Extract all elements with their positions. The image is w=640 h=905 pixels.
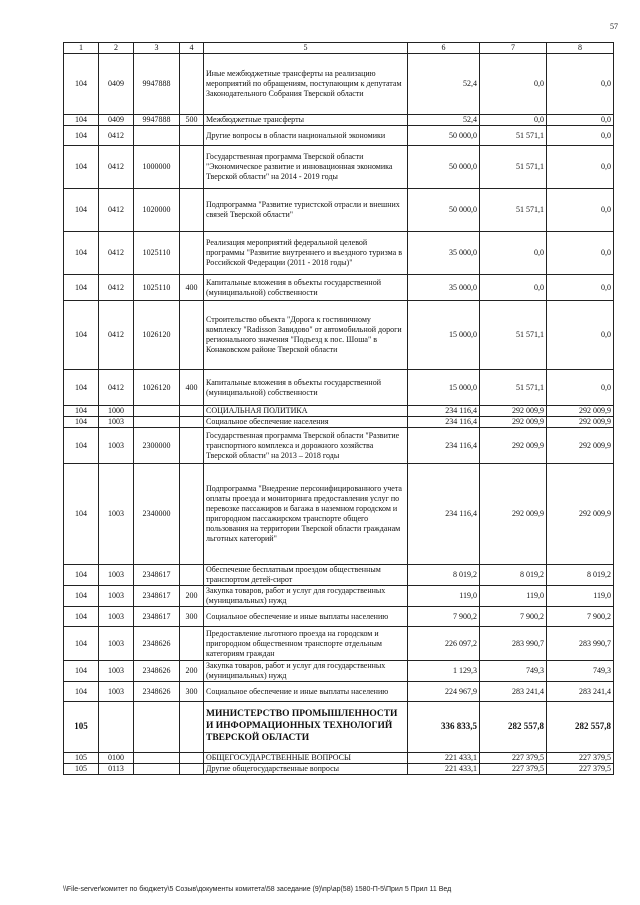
table-header-row	[64, 43, 614, 54]
cell-value-col7: 119,0	[480, 586, 547, 607]
cell-value-col7: 51 571,1	[480, 370, 547, 406]
cell-value-col7: 0,0	[480, 232, 547, 275]
cell-expense-type	[180, 428, 204, 464]
cell-value-col7: 227 379,5	[480, 753, 547, 764]
cell-value-col8: 292 009,9	[547, 417, 614, 428]
cell-ved-code: 104	[64, 586, 99, 607]
cell-value-col8: 749,3	[547, 661, 614, 682]
cell-section-code: 0409	[99, 54, 134, 115]
header-col-8: 8	[547, 43, 614, 54]
footer-file-path: \\File-server\комитет по бюджету\5 Созыв\документы комитета\58 заседание (9)\пр\ар(58) 1580-П-5\Прил 5 Прил 11 Вед	[63, 886, 452, 893]
cell-ved-code: 104	[64, 189, 99, 232]
cell-value-col6: 234 116,4	[408, 464, 480, 565]
cell-expense-type	[180, 126, 204, 146]
cell-value-col8: 0,0	[547, 232, 614, 275]
cell-section-code: 0412	[99, 232, 134, 275]
cell-value-col6: 52,4	[408, 115, 480, 126]
cell-value-col8: 0,0	[547, 126, 614, 146]
cell-value-col8: 227 379,5	[547, 753, 614, 764]
cell-value-col7: 7 900,2	[480, 607, 547, 627]
cell-ved-code: 104	[64, 232, 99, 275]
cell-value-col7: 0,0	[480, 115, 547, 126]
cell-value-col7: 292 009,9	[480, 417, 547, 428]
cell-target-code: 1020000	[134, 189, 180, 232]
header-col-6: 6	[408, 43, 480, 54]
cell-target-code: 2348626	[134, 661, 180, 682]
cell-ved-code: 105	[64, 702, 99, 753]
cell-value-col6: 1 129,3	[408, 661, 480, 682]
cell-target-code: 2348626	[134, 627, 180, 661]
cell-expense-type: 400	[180, 370, 204, 406]
cell-section-code: 1003	[99, 682, 134, 702]
cell-value-col7: 283 241,4	[480, 682, 547, 702]
cell-ved-code: 104	[64, 126, 99, 146]
cell-expense-type: 200	[180, 586, 204, 607]
table-row	[64, 586, 614, 607]
cell-value-col7: 51 571,1	[480, 146, 547, 189]
cell-target-code: 2300000	[134, 428, 180, 464]
cell-value-col6: 336 833,5	[408, 702, 480, 753]
page-number: 57	[610, 22, 618, 31]
cell-target-code: 9947888	[134, 115, 180, 126]
cell-value-col8: 0,0	[547, 370, 614, 406]
cell-value-col6: 8 019,2	[408, 565, 480, 586]
cell-value-col8: 119,0	[547, 586, 614, 607]
cell-value-col7: 0,0	[480, 275, 547, 301]
cell-section-code: 1003	[99, 417, 134, 428]
table-row	[64, 565, 614, 586]
cell-description: Социальное обеспечение и иные выплаты населению	[204, 682, 408, 702]
table-row	[64, 275, 614, 301]
cell-section-code: 1000	[99, 406, 134, 417]
cell-expense-type	[180, 764, 204, 775]
cell-value-col7: 749,3	[480, 661, 547, 682]
table-row	[64, 417, 614, 428]
cell-description: Капитальные вложения в объекты государственной (муниципальной) собственности	[204, 370, 408, 406]
cell-value-col6: 234 116,4	[408, 428, 480, 464]
cell-ved-code: 104	[64, 565, 99, 586]
table-row	[64, 232, 614, 275]
cell-description: Социальное обеспечение населения	[204, 417, 408, 428]
header-col-1: 1	[64, 43, 99, 54]
cell-description: Другие общегосударственные вопросы	[204, 764, 408, 775]
cell-description: Реализация мероприятий федеральной целевой программы "Развитие внутреннего и въездного туризма в Российской Федерации (2011 - 2018 годы)"	[204, 232, 408, 275]
cell-target-code: 1026120	[134, 370, 180, 406]
cell-section-code: 0409	[99, 115, 134, 126]
cell-section-code: 1003	[99, 428, 134, 464]
cell-description: Обеспечение бесплатным проездом общественным транспортом детей-сирот	[204, 565, 408, 586]
table-row	[64, 146, 614, 189]
cell-section-code: 0412	[99, 275, 134, 301]
cell-description: Капитальные вложения в объекты государственной (муниципальной) собственности	[204, 275, 408, 301]
cell-target-code: 2348617	[134, 565, 180, 586]
cell-target-code	[134, 764, 180, 775]
cell-description: Предоставление льготного проезда на городском и пригородном общественном транспорте отдельным категориям граждан	[204, 627, 408, 661]
cell-value-col8: 0,0	[547, 54, 614, 115]
cell-target-code	[134, 126, 180, 146]
cell-value-col6: 224 967,9	[408, 682, 480, 702]
cell-description: СОЦИАЛЬНАЯ ПОЛИТИКА	[204, 406, 408, 417]
cell-expense-type	[180, 627, 204, 661]
cell-target-code: 1026120	[134, 301, 180, 370]
cell-value-col6: 234 116,4	[408, 406, 480, 417]
cell-value-col6: 50 000,0	[408, 189, 480, 232]
cell-value-col6: 221 433,1	[408, 753, 480, 764]
cell-ved-code: 104	[64, 428, 99, 464]
cell-section-code: 0412	[99, 126, 134, 146]
table-row	[64, 115, 614, 126]
cell-expense-type	[180, 406, 204, 417]
cell-expense-type	[180, 417, 204, 428]
cell-value-col8: 7 900,2	[547, 607, 614, 627]
cell-expense-type: 500	[180, 115, 204, 126]
cell-value-col6: 35 000,0	[408, 275, 480, 301]
cell-ved-code: 104	[64, 275, 99, 301]
cell-value-col6: 221 433,1	[408, 764, 480, 775]
cell-section-code: 0412	[99, 370, 134, 406]
cell-ved-code: 104	[64, 464, 99, 565]
cell-value-col8: 0,0	[547, 275, 614, 301]
cell-ved-code: 104	[64, 406, 99, 417]
table-row	[64, 370, 614, 406]
cell-ved-code: 104	[64, 417, 99, 428]
cell-value-col7: 51 571,1	[480, 189, 547, 232]
cell-description: Государственная программа Тверской области "Экономическое развитие и инновационная экономика Тверской области" на 2014 - 2019 годы	[204, 146, 408, 189]
table-row	[64, 607, 614, 627]
cell-ved-code: 104	[64, 370, 99, 406]
cell-value-col8: 0,0	[547, 115, 614, 126]
cell-expense-type	[180, 146, 204, 189]
cell-section-code: 1003	[99, 464, 134, 565]
cell-section-code: 1003	[99, 586, 134, 607]
cell-value-col6: 119,0	[408, 586, 480, 607]
cell-section-code: 0412	[99, 301, 134, 370]
cell-value-col6: 50 000,0	[408, 126, 480, 146]
header-col-7: 7	[480, 43, 547, 54]
cell-description: Иные межбюджетные трансферты на реализацию мероприятий по обращениям, поступающим к депутатам Законодательного Собрания Тверской области	[204, 54, 408, 115]
cell-expense-type: 400	[180, 275, 204, 301]
cell-target-code: 1000000	[134, 146, 180, 189]
cell-description: Другие вопросы в области национальной экономики	[204, 126, 408, 146]
cell-value-col8: 8 019,2	[547, 565, 614, 586]
cell-description: Строительство объекта "Дорога к гостиничному комплексу "Radisson Завидово" от автомобильной дороги регионального значения "Подъезд к пос. Шоша" в Конаковском районе Тверской области	[204, 301, 408, 370]
table-row	[64, 753, 614, 764]
cell-value-col8: 283 990,7	[547, 627, 614, 661]
cell-expense-type	[180, 702, 204, 753]
cell-section-code: 1003	[99, 661, 134, 682]
cell-value-col7: 227 379,5	[480, 764, 547, 775]
cell-target-code	[134, 702, 180, 753]
table-row	[64, 661, 614, 682]
header-col-5: 5	[204, 43, 408, 54]
cell-value-col6: 15 000,0	[408, 370, 480, 406]
cell-value-col8: 0,0	[547, 189, 614, 232]
cell-target-code	[134, 417, 180, 428]
cell-value-col8: 0,0	[547, 301, 614, 370]
table-row	[64, 126, 614, 146]
table-row	[64, 682, 614, 702]
cell-value-col8: 292 009,9	[547, 464, 614, 565]
cell-section-code: 0113	[99, 764, 134, 775]
cell-value-col7: 292 009,9	[480, 464, 547, 565]
cell-target-code: 2340000	[134, 464, 180, 565]
cell-target-code	[134, 406, 180, 417]
cell-section-code: 1003	[99, 607, 134, 627]
header-col-4: 4	[180, 43, 204, 54]
cell-value-col7: 51 571,1	[480, 301, 547, 370]
cell-value-col6: 226 097,2	[408, 627, 480, 661]
cell-value-col7: 292 009,9	[480, 428, 547, 464]
cell-value-col6: 50 000,0	[408, 146, 480, 189]
cell-ved-code: 104	[64, 115, 99, 126]
cell-description: Государственная программа Тверской области "Развитие транспортного комплекса и дорожного хозяйства Тверской области" на 2013 – 2018 годы	[204, 428, 408, 464]
cell-value-col6: 52,4	[408, 54, 480, 115]
header-col-3: 3	[134, 43, 180, 54]
cell-ved-code: 104	[64, 146, 99, 189]
table-row	[64, 189, 614, 232]
cell-value-col8: 292 009,9	[547, 428, 614, 464]
cell-ved-code: 105	[64, 764, 99, 775]
cell-target-code	[134, 753, 180, 764]
table-row	[64, 627, 614, 661]
cell-target-code: 2348626	[134, 682, 180, 702]
table-row	[64, 428, 614, 464]
table-row	[64, 406, 614, 417]
cell-value-col7: 292 009,9	[480, 406, 547, 417]
cell-target-code: 2348617	[134, 586, 180, 607]
cell-expense-type: 300	[180, 607, 204, 627]
cell-value-col7: 283 990,7	[480, 627, 547, 661]
cell-section-code: 0412	[99, 146, 134, 189]
cell-expense-type	[180, 301, 204, 370]
cell-value-col6: 7 900,2	[408, 607, 480, 627]
cell-ved-code: 104	[64, 661, 99, 682]
cell-value-col7: 51 571,1	[480, 126, 547, 146]
cell-value-col6: 234 116,4	[408, 417, 480, 428]
cell-section-code: 0100	[99, 753, 134, 764]
cell-value-col8: 292 009,9	[547, 406, 614, 417]
cell-value-col7: 8 019,2	[480, 565, 547, 586]
cell-value-col8: 0,0	[547, 146, 614, 189]
table-row	[64, 702, 614, 753]
cell-expense-type	[180, 189, 204, 232]
table-row	[64, 464, 614, 565]
cell-target-code: 1025110	[134, 275, 180, 301]
cell-target-code: 9947888	[134, 54, 180, 115]
cell-value-col7: 0,0	[480, 54, 547, 115]
cell-section-code: 1003	[99, 565, 134, 586]
cell-description: ОБЩЕГОСУДАРСТВЕННЫЕ ВОПРОСЫ	[204, 753, 408, 764]
header-col-2: 2	[99, 43, 134, 54]
table-row	[64, 54, 614, 115]
cell-description: Межбюджетные трансферты	[204, 115, 408, 126]
cell-value-col6: 15 000,0	[408, 301, 480, 370]
cell-target-code: 1025110	[134, 232, 180, 275]
cell-ved-code: 105	[64, 753, 99, 764]
cell-description: Подпрограмма "Внедрение персонифицированного учета оплаты проезда и мониторинга предоставления услуг по перевозке пассажиров и багажа в наземном городском и пригородном пассажирском транспорте общего пользования на территории Тверской области гражданам льготных категорий"	[204, 464, 408, 565]
cell-section-code: 0412	[99, 189, 134, 232]
cell-description: Социальное обеспечение и иные выплаты населению	[204, 607, 408, 627]
cell-value-col8: 282 557,8	[547, 702, 614, 753]
cell-expense-type: 200	[180, 661, 204, 682]
cell-value-col7: 282 557,8	[480, 702, 547, 753]
cell-value-col8: 227 379,5	[547, 764, 614, 775]
cell-ved-code: 104	[64, 627, 99, 661]
cell-description: Закупка товаров, работ и услуг для государственных (муниципальных) нужд	[204, 586, 408, 607]
cell-description: Закупка товаров, работ и услуг для государственных (муниципальных) нужд	[204, 661, 408, 682]
cell-description: МИНИСТЕРСТВО ПРОМЫШЛЕННОСТИ И ИНФОРМАЦИОННЫХ ТЕХНОЛОГИЙ ТВЕРСКОЙ ОБЛАСТИ	[204, 702, 408, 753]
cell-expense-type	[180, 565, 204, 586]
cell-expense-type	[180, 54, 204, 115]
cell-target-code: 2348617	[134, 607, 180, 627]
cell-ved-code: 104	[64, 301, 99, 370]
cell-expense-type	[180, 232, 204, 275]
cell-ved-code: 104	[64, 682, 99, 702]
cell-description: Подпрограмма "Развитие туристской отрасли и внешних связей Тверской области"	[204, 189, 408, 232]
cell-value-col6: 35 000,0	[408, 232, 480, 275]
cell-ved-code: 104	[64, 607, 99, 627]
cell-ved-code: 104	[64, 54, 99, 115]
cell-section-code: 1003	[99, 627, 134, 661]
table-row	[64, 764, 614, 775]
cell-expense-type: 300	[180, 682, 204, 702]
budget-table	[63, 42, 614, 775]
cell-expense-type	[180, 464, 204, 565]
cell-expense-type	[180, 753, 204, 764]
cell-value-col8: 283 241,4	[547, 682, 614, 702]
cell-section-code	[99, 702, 134, 753]
table-row	[64, 301, 614, 370]
